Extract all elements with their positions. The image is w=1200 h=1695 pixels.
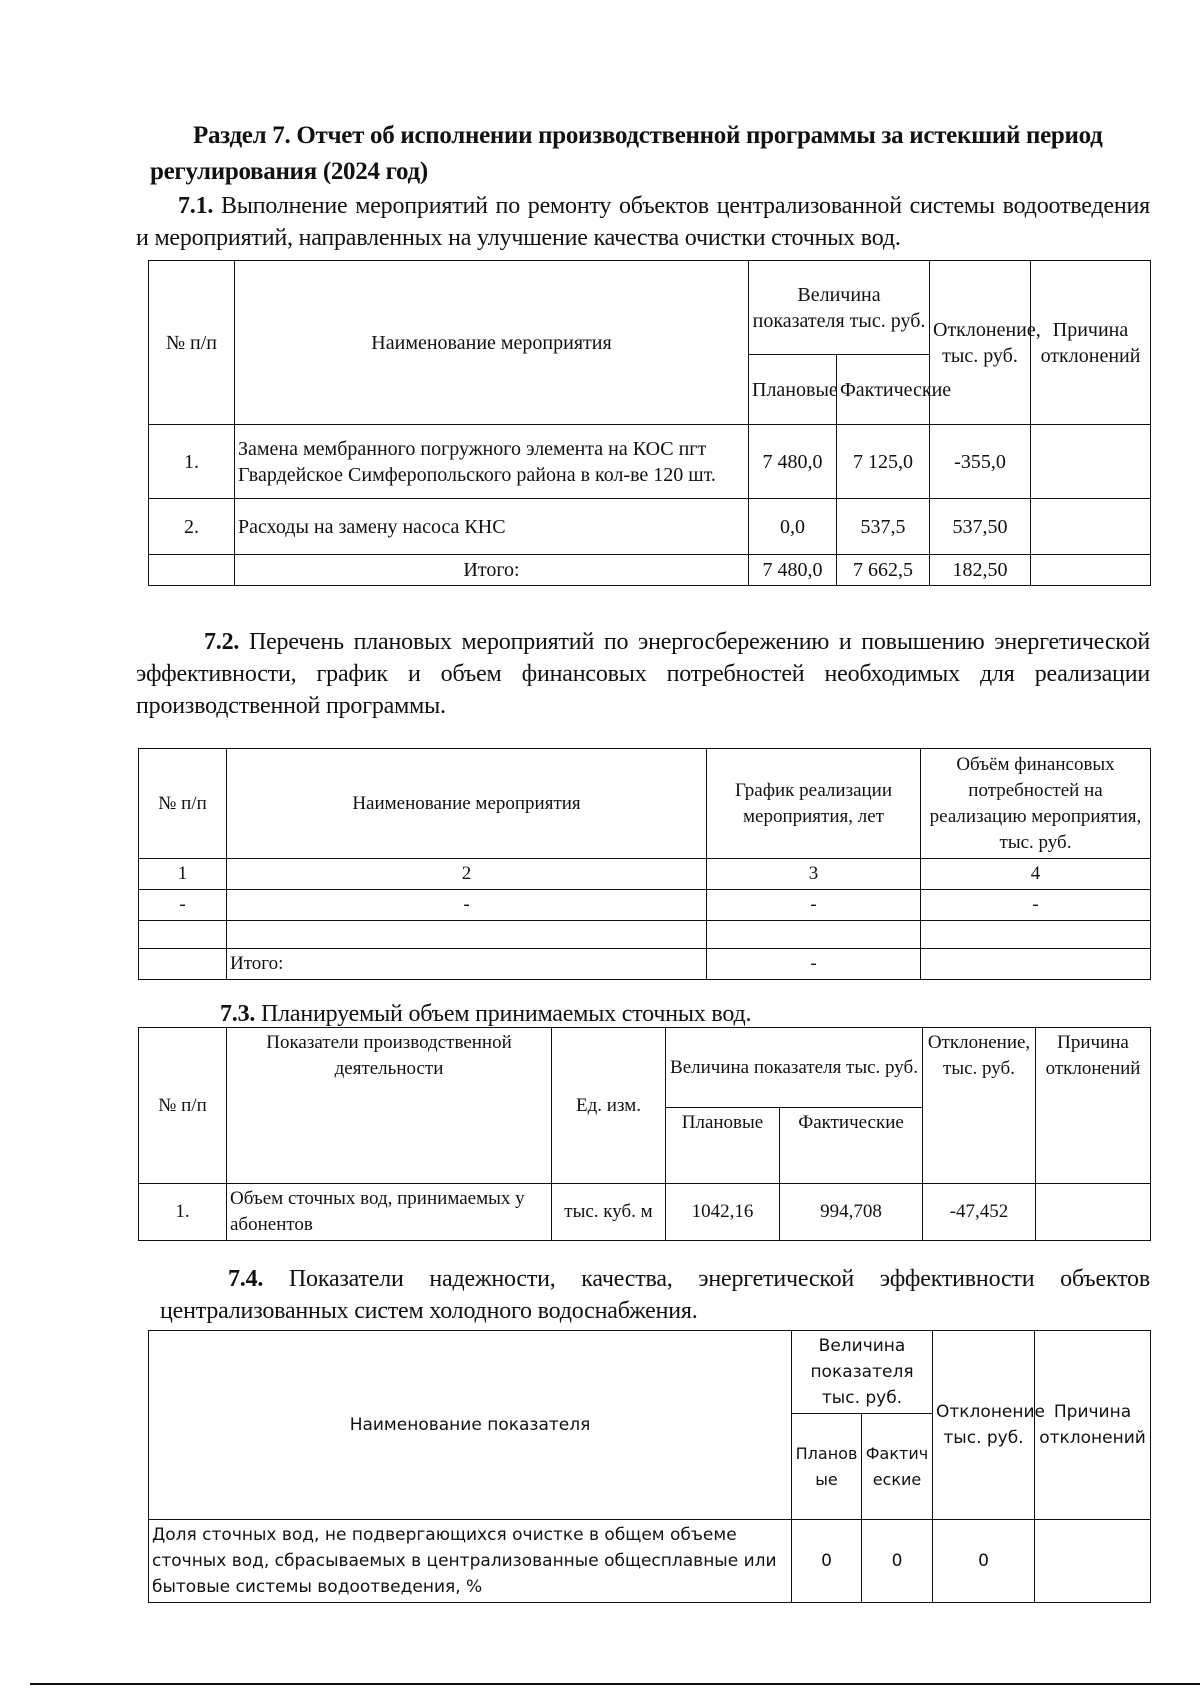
header-name: Наименование мероприятия	[227, 749, 707, 859]
section-heading	[150, 118, 1150, 190]
colnum-1: 1	[139, 859, 227, 890]
paragraph-7-2	[136, 626, 1150, 722]
table-row	[139, 1184, 1151, 1241]
table-7-1	[148, 260, 1151, 586]
header-reason: Причина отклонений	[1031, 261, 1151, 425]
header-plan: Плановые	[792, 1414, 862, 1520]
cell-name: -	[227, 890, 707, 921]
cell-plan: 1042,16	[666, 1184, 780, 1241]
table-7-2	[138, 748, 1151, 980]
paragraph-7-3-text: Планируемый объем принимаемых сточных вод.	[261, 1001, 752, 1027]
cell-reason	[1031, 499, 1151, 555]
paragraph-7-4-number: 7.4.	[228, 1266, 264, 1292]
cell-num: 1.	[139, 1184, 227, 1241]
column-number-row	[139, 859, 1151, 890]
header-num: № п/п	[139, 1028, 227, 1184]
cell-deviation: -47,452	[923, 1184, 1036, 1241]
cell-plan: 7 480,0	[749, 425, 837, 499]
cell-unit: тыс. куб. м	[552, 1184, 666, 1241]
paragraph-7-1-text: Выполнение мероприятий по ремонту объектов централизованной системы водоотведения и мероприятий, направленных на улучшение качества очистки сточных вод.	[136, 193, 1150, 251]
total-fact: 7 662,5	[837, 555, 930, 586]
total-row	[149, 555, 1151, 586]
paragraph-7-4-text: Показатели надежности, качества, энергетической эффективности объектов централизованных систем холодного водоснабжения.	[160, 1266, 1150, 1324]
header-name: Наименование показателя	[149, 1331, 792, 1520]
header-plan: Плановые	[666, 1108, 780, 1184]
cell-deviation: 0	[933, 1520, 1035, 1603]
cell-name: Замена мембранного погружного элемента на КОС пгт Гвардейское Симферопольского района в кол-ве 120 шт.	[235, 425, 749, 499]
header-fact: Фактические	[780, 1108, 923, 1184]
header-value: Величина показателя тыс. руб.	[792, 1331, 933, 1414]
total-deviation: 182,50	[930, 555, 1031, 586]
cell-fact: 0	[862, 1520, 933, 1603]
cell-num: -	[139, 890, 227, 921]
paragraph-7-4	[160, 1263, 1150, 1327]
header-num: № п/п	[139, 749, 227, 859]
paragraph-7-1-number: 7.1.	[178, 193, 214, 219]
colnum-2: 2	[227, 859, 707, 890]
header-indicator: Показатели производственной деятельности	[227, 1028, 552, 1184]
header-reason: Причина отклонений	[1036, 1028, 1151, 1184]
cell-fact: 537,5	[837, 499, 930, 555]
header-plan: Плановые	[749, 355, 837, 425]
colnum-3: 3	[707, 859, 921, 890]
total-plan: 7 480,0	[749, 555, 837, 586]
section-title-line2: регулирования (2024 год)	[150, 158, 428, 185]
total-label: Итого:	[227, 949, 707, 980]
header-fact: Фактические	[862, 1414, 933, 1520]
table-row	[149, 1520, 1151, 1603]
header-deviation: Отклонение, тыс. руб.	[930, 261, 1031, 425]
table-7-4	[148, 1330, 1151, 1603]
cell-name: Доля сточных вод, не подвергающихся очистке в общем объеме сточных вод, сбрасываемых в централизованные общесплавные или бытовые системы водоотведения, %	[149, 1520, 792, 1603]
section-title-line1: Раздел 7. Отчет об исполнении производственной программы за истекший период	[193, 122, 1103, 149]
paragraph-7-2-text: Перечень плановых мероприятий по энергосбережению и повышению энергетической эффективности, график и объем финансовых потребностей необходимых для реализации производственной программы.	[136, 629, 1150, 719]
bottom-rule	[30, 1683, 1200, 1685]
paragraph-7-1	[136, 190, 1150, 254]
cell-reason	[1035, 1520, 1151, 1603]
header-unit: Ед. изм.	[552, 1028, 666, 1184]
header-deviation: Отклонение тыс. руб.	[933, 1331, 1035, 1520]
colnum-4: 4	[921, 859, 1151, 890]
cell-reason	[1036, 1184, 1151, 1241]
cell-fact: 7 125,0	[837, 425, 930, 499]
table-row	[149, 425, 1151, 499]
header-value: Величина показателя тыс. руб.	[749, 261, 930, 355]
header-num: № п/п	[149, 261, 235, 425]
header-deviation: Отклонение, тыс. руб.	[923, 1028, 1036, 1184]
cell-volume: -	[921, 890, 1151, 921]
table-row	[139, 890, 1151, 921]
total-row	[139, 949, 1151, 980]
cell-name: Объем сточных вод, принимаемых у абонентов	[227, 1184, 552, 1241]
cell-schedule: -	[707, 890, 921, 921]
header-schedule: График реализации мероприятия, лет	[707, 749, 921, 859]
header-name: Наименование мероприятия	[235, 261, 749, 425]
header-volume: Объём финансовых потребностей на реализацию мероприятия, тыс. руб.	[921, 749, 1151, 859]
paragraph-7-3	[220, 998, 1120, 1030]
cell-deviation: -355,0	[930, 425, 1031, 499]
cell-plan: 0,0	[749, 499, 837, 555]
paragraph-7-2-number: 7.2.	[204, 629, 240, 655]
header-value: Величина показателя тыс. руб.	[666, 1028, 923, 1108]
header-reason: Причина отклонений	[1035, 1331, 1151, 1520]
header-fact: Фактические	[837, 355, 930, 425]
paragraph-7-3-number: 7.3.	[220, 1001, 256, 1027]
table-row	[149, 499, 1151, 555]
total-label: Итого:	[235, 555, 749, 586]
cell-reason	[1031, 425, 1151, 499]
cell-num: 2.	[149, 499, 235, 555]
cell-plan: 0	[792, 1520, 862, 1603]
cell-name: Расходы на замену насоса КНС	[235, 499, 749, 555]
cell-num: 1.	[149, 425, 235, 499]
total-schedule: -	[707, 949, 921, 980]
table-row	[139, 921, 1151, 949]
cell-deviation: 537,50	[930, 499, 1031, 555]
table-7-3	[138, 1027, 1151, 1241]
cell-fact: 994,708	[780, 1184, 923, 1241]
